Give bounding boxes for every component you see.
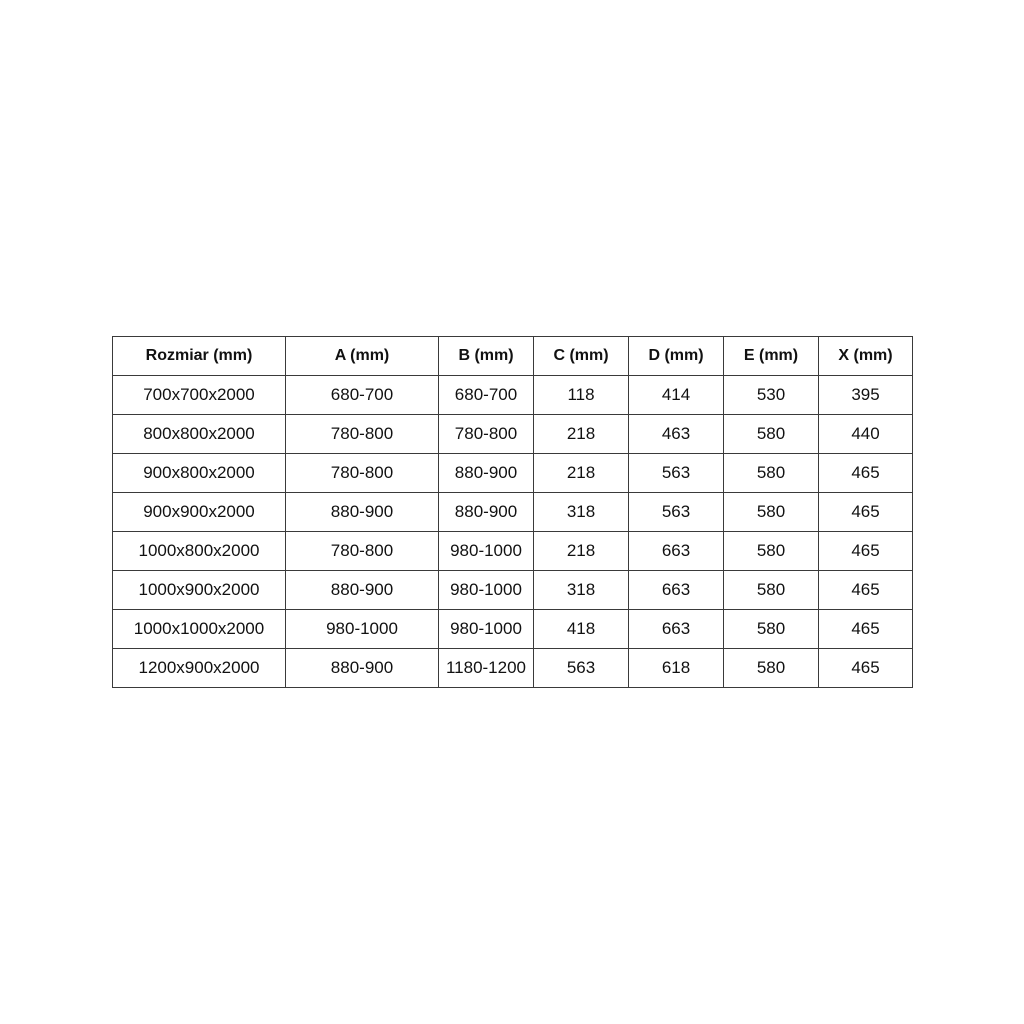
cell-d: 463 (629, 415, 724, 454)
cell-a: 880-900 (286, 493, 439, 532)
cell-e: 580 (724, 493, 819, 532)
cell-d: 563 (629, 454, 724, 493)
table-row (113, 415, 913, 454)
cell-c: 218 (534, 454, 629, 493)
cell-d: 414 (629, 376, 724, 415)
cell-a: 680-700 (286, 376, 439, 415)
cell-a: 880-900 (286, 571, 439, 610)
header-e: E (mm) (724, 337, 819, 376)
cell-e: 580 (724, 610, 819, 649)
table-row (113, 376, 913, 415)
cell-x: 465 (819, 610, 913, 649)
cell-e: 580 (724, 415, 819, 454)
cell-c: 418 (534, 610, 629, 649)
cell-a: 980-1000 (286, 610, 439, 649)
cell-x: 465 (819, 532, 913, 571)
cell-x: 440 (819, 415, 913, 454)
header-rozmiar: Rozmiar (mm) (113, 337, 286, 376)
cell-e: 580 (724, 532, 819, 571)
cell-d: 618 (629, 649, 724, 688)
cell-b: 980-1000 (439, 571, 534, 610)
cell-b: 680-700 (439, 376, 534, 415)
table-header-row (113, 337, 913, 376)
cell-a: 780-800 (286, 415, 439, 454)
table-row (113, 493, 913, 532)
cell-x: 465 (819, 454, 913, 493)
cell-e: 530 (724, 376, 819, 415)
table-row (113, 532, 913, 571)
cell-b: 980-1000 (439, 610, 534, 649)
cell-b: 1180-1200 (439, 649, 534, 688)
cell-x: 465 (819, 649, 913, 688)
cell-rozmiar: 800x800x2000 (113, 415, 286, 454)
header-a: A (mm) (286, 337, 439, 376)
table-row (113, 610, 913, 649)
cell-e: 580 (724, 454, 819, 493)
header-d: D (mm) (629, 337, 724, 376)
cell-e: 580 (724, 649, 819, 688)
table-row (113, 571, 913, 610)
cell-rozmiar: 900x800x2000 (113, 454, 286, 493)
cell-c: 218 (534, 415, 629, 454)
dimensions-table (112, 336, 913, 688)
cell-b: 980-1000 (439, 532, 534, 571)
cell-rozmiar: 1000x900x2000 (113, 571, 286, 610)
cell-a: 880-900 (286, 649, 439, 688)
cell-a: 780-800 (286, 454, 439, 493)
cell-x: 465 (819, 571, 913, 610)
cell-a: 780-800 (286, 532, 439, 571)
cell-b: 880-900 (439, 493, 534, 532)
header-c: C (mm) (534, 337, 629, 376)
cell-c: 118 (534, 376, 629, 415)
table-row (113, 454, 913, 493)
cell-rozmiar: 1000x1000x2000 (113, 610, 286, 649)
header-b: B (mm) (439, 337, 534, 376)
cell-x: 465 (819, 493, 913, 532)
cell-rozmiar: 1200x900x2000 (113, 649, 286, 688)
cell-b: 880-900 (439, 454, 534, 493)
cell-e: 580 (724, 571, 819, 610)
cell-d: 663 (629, 610, 724, 649)
cell-rozmiar: 1000x800x2000 (113, 532, 286, 571)
cell-c: 563 (534, 649, 629, 688)
cell-x: 395 (819, 376, 913, 415)
table-row (113, 649, 913, 688)
cell-b: 780-800 (439, 415, 534, 454)
cell-d: 563 (629, 493, 724, 532)
cell-rozmiar: 700x700x2000 (113, 376, 286, 415)
cell-c: 318 (534, 493, 629, 532)
cell-d: 663 (629, 571, 724, 610)
cell-c: 318 (534, 571, 629, 610)
header-x: X (mm) (819, 337, 913, 376)
cell-c: 218 (534, 532, 629, 571)
cell-d: 663 (629, 532, 724, 571)
cell-rozmiar: 900x900x2000 (113, 493, 286, 532)
